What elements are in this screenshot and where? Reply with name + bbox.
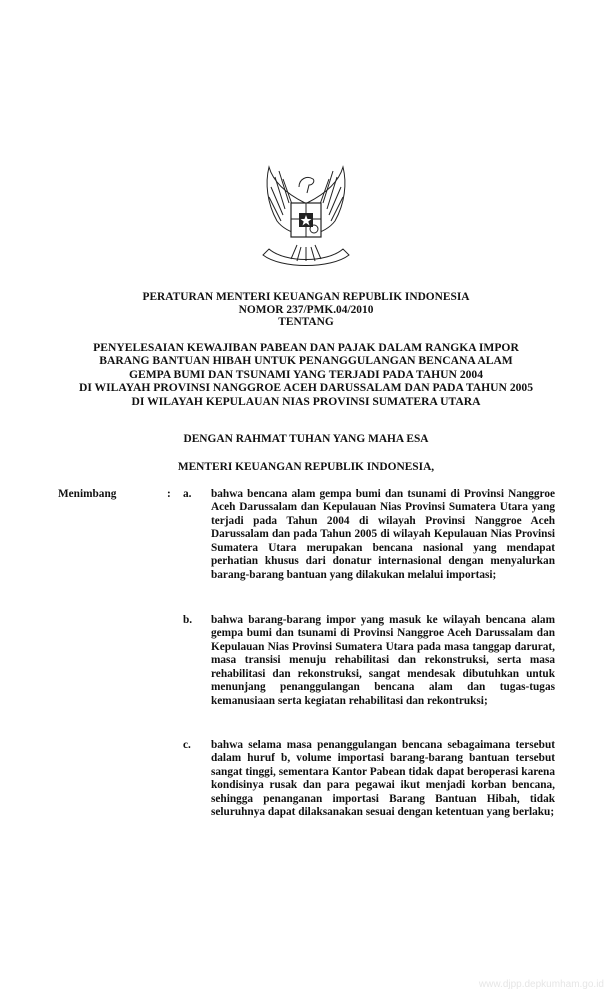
regulation-name: PERATURAN MENTERI KEUANGAN REPUBLIK INDONESIA: [142, 291, 470, 303]
item-text: bahwa barang-barang impor yang masuk ke wilayah bencana alam gempa bumi dan tsunami di Provinsi Nanggroe Aceh Darussalam dan Kepulauan Nias Provinsi Sumatera Utara pada masa tanggap darurat, masa transisi menuju rehabilitasi dan rekonstruksi, serta masa rehabilitasi dan rekonstruksi, sangat mendesak dibutuhkan untuk menunjang penanggulangan bencana alam dan tugas-tugas kemanusiaan serta kegiatan rehabilitasi dan rekontruksi;: [211, 614, 555, 707]
invocation: DENGAN RAHMAT TUHAN YANG MAHA ESA: [183, 433, 429, 445]
title-line: DI WILAYAH PROVINSI NANGGROE ACEH DARUSSALAM DAN PADA TAHUN 2005: [78, 381, 534, 395]
garuda-emblem-icon: [255, 163, 357, 271]
title-line: DI WILAYAH KEPULAUAN NIAS PROVINSI SUMATERA UTARA: [131, 394, 481, 408]
regulation-heading: [0, 291, 612, 329]
minister-title: MENTERI KEUANGAN REPUBLIK INDONESIA,: [177, 461, 435, 473]
item-letter: b.: [183, 614, 193, 626]
regulation-about: TENTANG: [278, 316, 334, 329]
title-line: PENYELESAIAN KEWAJIBAN PABEAN DAN PAJAK DALAM RANGKA IMPOR: [93, 341, 519, 354]
title-line: BARANG BANTUAN HIBAH UNTUK PENANGGULANGAN BENCANA ALAM: [99, 354, 513, 368]
item-letter: a.: [183, 488, 192, 500]
regulation-number: NOMOR 237/PMK.04/2010: [238, 303, 374, 316]
title-line: GEMPA BUMI DAN TSUNAMI YANG TERJADI PADA TAHUN 2004: [128, 367, 484, 381]
item-letter: c.: [183, 739, 191, 751]
considering-colon: :: [167, 488, 171, 500]
watermark-link[interactable]: www.djpp.depkumham.go.id: [478, 979, 604, 990]
item-text: bahwa bencana alam gempa bumi dan tsunami di Provinsi Nanggroe Aceh Darussalam dan Kepulauan Nias Provinsi Sumatera Utara yang terjadi pada Tahun 2004 di wilayah Provinsi Nanggroe Aceh Darussalam dan pada Tahun 2005 di wilayah Kepulauan Nias Provinsi Sumatera Utara merupakan bencana nasional yang mendapat perhatian khusus dari donatur internasional dengan menyalurkan barang-barang bantuan yang dilakukan melalui importasi;: [211, 488, 555, 581]
regulation-title: [0, 341, 612, 408]
considering-label: Menimbang: [58, 488, 117, 500]
item-text: bahwa selama masa penanggulangan bencana sebagaimana tersebut dalam huruf b, volume importasi barang-barang bantuan tersebut sangat tinggi, sementara Kantor Pabean tidak dapat beroperasi karena kondisinya rusak dan para pegawai ikut menjadi korban bencana, sehingga penanganan importasi Barang Bantuan Hibah, tidak seluruhnya dapat dilaksanakan sesuai dengan ketentuan yang berlaku;: [211, 739, 555, 819]
